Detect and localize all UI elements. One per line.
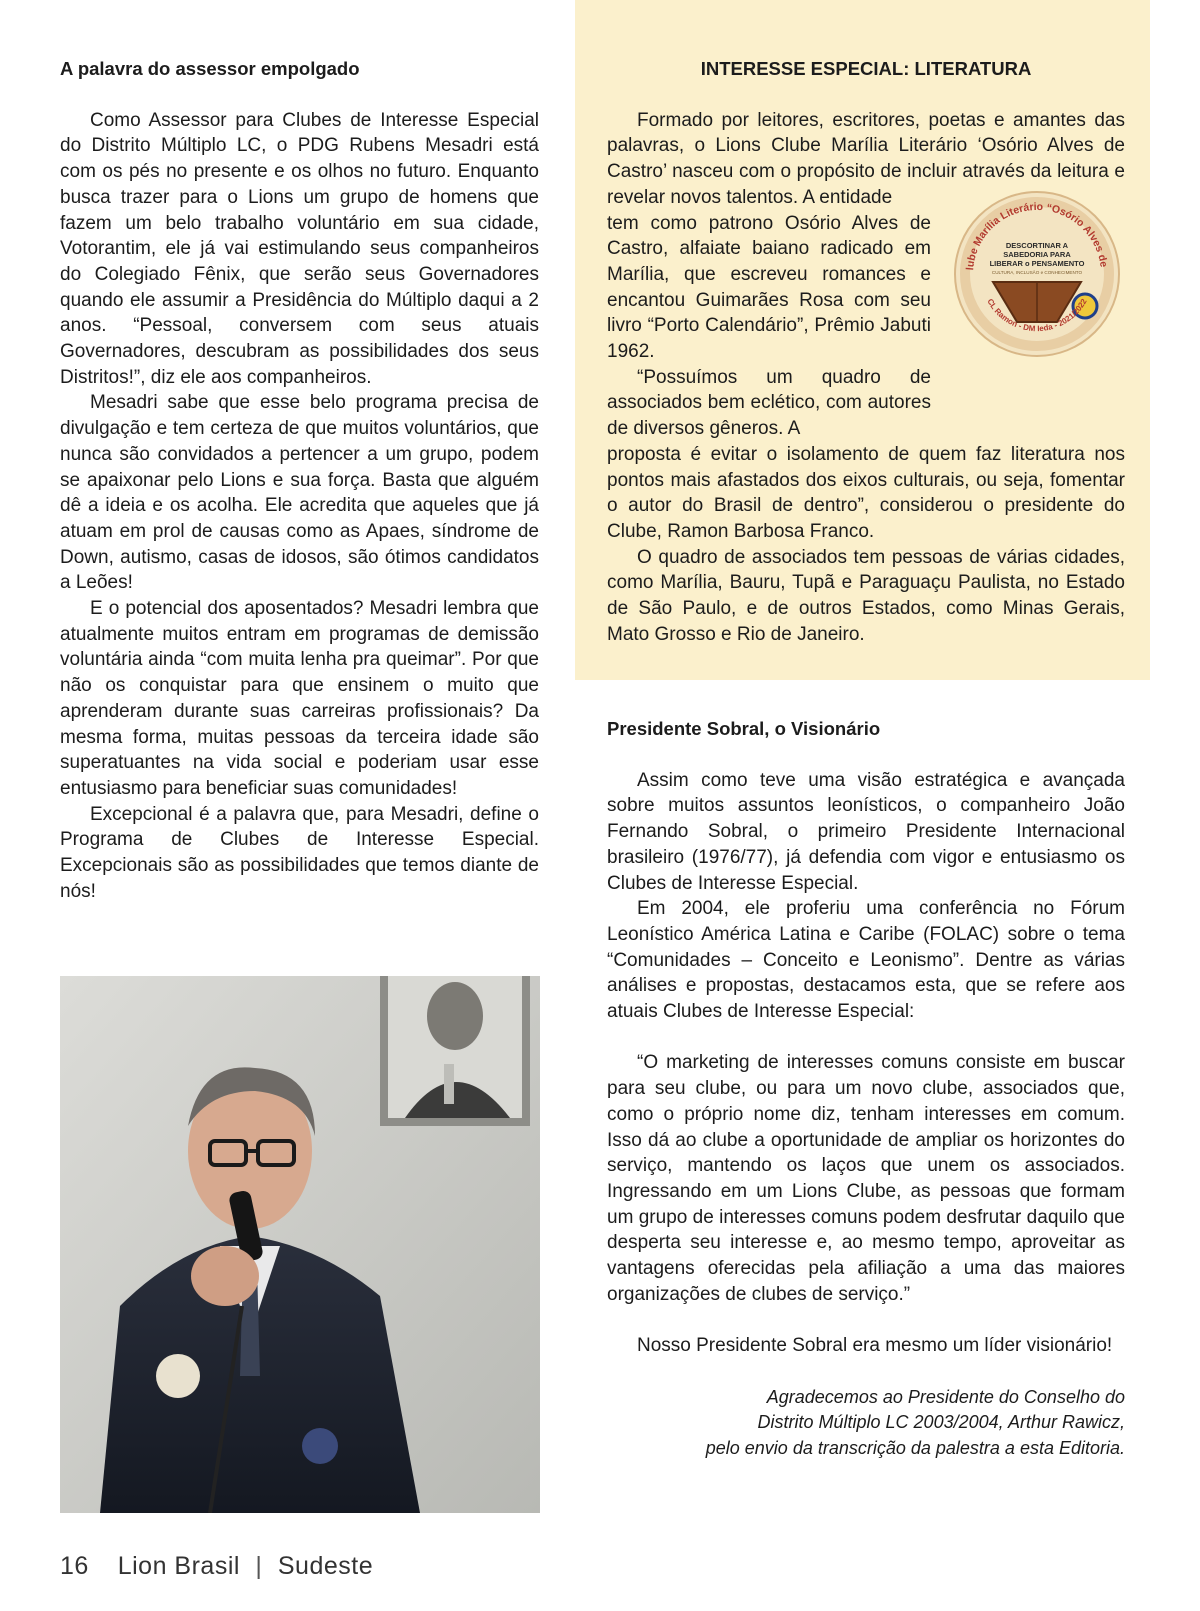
credit-line: Distrito Múltiplo LC 2003/2004, Arthur Rawicz, (757, 1412, 1125, 1433)
paragraph: E o potencial dos aposentados? Mesadri lembra que atualmente muitos entram em programas de demissão voluntária ainda “com muita lenha pra queimar”. Por que não os conquistar para que ensinem o muito que aprenderam durante suas carreiras profissionais? Da mesma forma, muitas pessoas da terceira idade são superatuantes na vida social e poderiam usar esse entusiasmo para beneficiar suas comunidades! (60, 598, 539, 799)
section-heading-sobral: Presidente Sobral, o Visionário (607, 718, 881, 739)
credit-line: pelo envio da transcrição da palestra a esta Editoria. (705, 1437, 1125, 1458)
speaker-photo (60, 976, 540, 1513)
club-logo (953, 190, 1121, 358)
page-footer (60, 1552, 373, 1581)
logo-arc-text: lube Marília Literário “Osório Alves de (964, 200, 1110, 271)
paragraph: Em 2004, ele proferiu uma conferência no Fórum Leonístico América Latina e Caribe (FOLAC) sobre o tema “Comunidades – Conceito e Leonismo”. Dentre as várias análises e propostas, destacamos esta, que se refere aos atuais Clubes de Interesse Especial: (607, 898, 1125, 1023)
paragraph: Mesadri sabe que esse belo programa precisa de divulgação e tem certeza de que muitos voluntários, que nunca são convidados a pertencer a um grupo, podem se apaixonar pelo Lions e sua força. Basta que alguém dê a ideia e os acolha. Ele acredita que aqueles que já atuam em prol de causas como as Apaes, síndrome de Down, autismo, casas de idosos, são ótimos candidatos a Leões! (60, 392, 539, 594)
wrapped-text (607, 211, 931, 442)
credit-line: Agradecemos ao Presidente do Conselho do (766, 1386, 1125, 1407)
special-interest-box (575, 0, 1150, 680)
logo-inner-text: LIBERAR o PENSAMENTO (989, 259, 1085, 268)
section-heading-assessor: A palavra do assessor empolgado (60, 58, 360, 79)
publication-name: Lion Brasil (117, 1552, 240, 1580)
paragraph: “Possuímos um quadro de associados bem eclético, com autores de diversos gêneros. A (607, 366, 931, 440)
paragraph: Excepcional é a palavra que, para Mesadri, define o Programa de Clubes de Interesse Especial. Excepcionais são as possibilidades que temos diante de nós! (60, 803, 539, 902)
paragraph: Assim como teve uma visão estratégica e avançada sobre muitos assuntos leonísticos, o companheiro João Fernando Sobral, o primeiro Presidente Internacional brasileiro (1976/77), já defendia com vigor e entusiasmo os Clubes de Interesse Especial. (607, 769, 1125, 894)
logo-inner-text: SABEDORIA PARA (1003, 250, 1071, 259)
paragraph-continued: proposta é evitar o isolamento de quem faz literatura nos pontos mais afastados dos eixos culturais, ou seja, fomentar o autor do Brasil de dentro”, considerou o presidente do Clube, Ramon Barbosa Franco. (607, 443, 1125, 542)
logo-inner-text: CULTURA, INCLUSÃO e CONHECIMENTO (991, 270, 1083, 275)
paragraph: Formado por leitores, escritores, poetas e amantes das palavras, o Lions Clube Marília Literário ‘Osório Alves de Castro’ nasceu com o propósito de incluir através da leitura e revelar novos talentos. A entidade (607, 109, 1125, 208)
page-number: 16 (60, 1552, 89, 1580)
closing-paragraph: Nosso Presidente Sobral era mesmo um líder visionário! (637, 1335, 1113, 1357)
credits (607, 1385, 1125, 1462)
paragraph: O quadro de associados tem pessoas de várias cidades, como Marília, Bauru, Tupã e Paraguaçu Paulista, no Estado de São Paulo, e de outros Estados, como Minas Gerais, Mato Grosso e Rio de Janeiro. (607, 546, 1125, 645)
left-column (60, 56, 539, 905)
paragraph-continued: tem como patrono Osório Alves de Castro, alfaiate baiano radicado em Marília, que escreveu romances e encantou Guimarães Rosa com seu livro “Porto Calendário”, Prêmio Jabuti 1962. (607, 212, 931, 363)
logo-bottom-text: CL Ramon - DM Ieda - 2021/2022 (985, 297, 1089, 334)
logo-inner-text: DESCORTINAR A (1005, 241, 1069, 250)
box-title: INTERESSE ESPECIAL: LITERATURA (700, 58, 1032, 79)
wall-portrait (380, 976, 530, 1126)
right-column (607, 716, 1125, 1461)
section-name: Sudeste (277, 1552, 374, 1580)
paragraph: Como Assessor para Clubes de Interesse Especial do Distrito Múltiplo LC, o PDG Rubens Mesadri está com os pés no presente e os olhos no futuro. Enquanto busca trazer para o Lions um grupo de homens que fazem um belo trabalho voluntário em sua cidade, Votorantim, ele já vai estimulando seus companheiros do Colegiado Fênix, que serão seus Governadores quando ele assumir a Presidência do Múltiplo daqui a 2 anos. “Pessoal, conversem com seus atuais Governadores, descubram as possibilidades dos seus Distritos!”, diz ele aos companheiros. (60, 109, 539, 388)
separator: | (255, 1552, 263, 1580)
quote-paragraph: “O marketing de interesses comuns consiste em buscar para seu clube, ou para um novo clube, associados que, como o próprio nome diz, tenham interesses em comum. Isso dá ao clube a oportunidade de ampliar os horizontes do serviço, mantendo os laços que unem os associados. Ingressando em um Lions Clube, as pessoas que formam um grupo de interesses comuns podem desfrutar daquilo que desperta seu interesse e, ao mesmo tempo, aproveitar as vantagens oferecidas pela afiliação a uma das maiores organizações de clubes de serviço.” (607, 1052, 1125, 1305)
